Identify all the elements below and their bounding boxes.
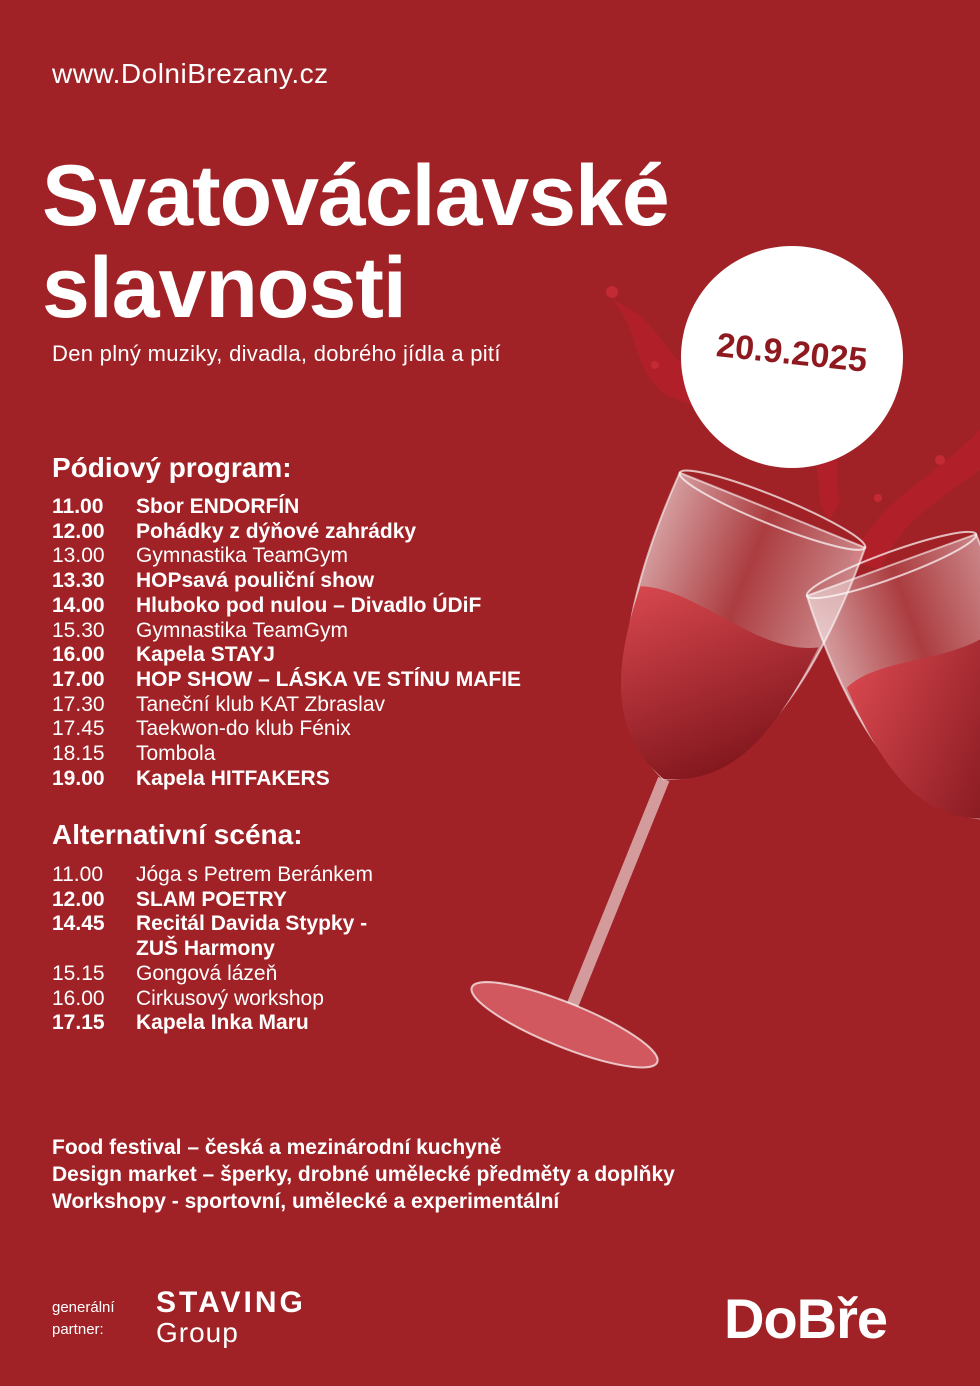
program-item [52,863,373,888]
partner-label-line-2: partner: [52,1321,104,1338]
program-time: 15.30 [52,618,105,642]
date-badge [681,246,903,468]
program-item [52,693,521,718]
subtitle: Den plný muziky, divadla, dobrého jídla a pití [52,341,501,366]
website-link[interactable]: www.DolniBrezany.cz [52,58,329,89]
program-name: Kapela Inka Maru [136,1011,309,1035]
program-item [52,619,521,644]
program-item [52,1011,373,1036]
program-time: 18.15 [52,742,105,766]
staving-logo-line-1: STAVING [156,1286,306,1319]
info-item: Design market – šperky, drobné umělecké předměty a doplňky [52,1163,675,1186]
program-name: Gymnastika TeamGym [136,618,348,642]
program-time: 19.00 [52,766,105,790]
program-time: 13.30 [52,569,105,593]
program-item [52,987,373,1012]
program-name: Gongová lázeň [136,961,278,985]
program-item [52,495,521,520]
program-name: Gymnastika TeamGym [136,544,348,568]
podium-program-list [52,495,521,791]
program-name: Kapela HITFAKERS [136,766,330,790]
program-item [52,767,521,792]
program-name: Sbor ENDORFÍN [136,495,300,518]
program-time: 11.00 [52,863,103,886]
program-name: Cirkusový workshop [136,986,324,1010]
program-item [52,742,521,767]
program-name: Taneční klub KAT Zbraslav [136,692,386,716]
staving-logo-line-2: Group [156,1317,239,1348]
info-list [52,1134,675,1215]
staving-logo [156,1288,306,1348]
program-name: Recitál Davida Stypky - ZUŠ Harmony [136,912,368,961]
dobre-logo: DoBře [724,1287,888,1350]
program-time: 12.00 [52,519,105,543]
program-item [52,962,373,987]
program-time: 14.45 [52,912,105,936]
program-item [52,912,373,961]
program-time: 14.00 [52,593,105,617]
program-item [52,544,521,569]
program-item [52,520,521,545]
title-line-1: Svatováclavské [42,148,669,244]
event-date: 20.9.2025 [714,325,870,380]
program-name: Jóga s Petrem Beránkem [136,863,373,886]
program-item [52,594,521,619]
program-time: 16.00 [52,986,105,1010]
partner-label-line-1: generální [52,1299,115,1316]
info-item: Workshopy - sportovní, umělecké a experimentální [52,1190,560,1213]
program-item [52,717,521,742]
program-name: Kapela STAYJ [136,643,275,667]
program-name: Tombola [136,742,216,766]
program-item [52,888,373,913]
alternative-heading: Alternativní scéna: [52,819,303,850]
program-time: 17.00 [52,667,105,691]
program-name: Pohádky z dýňové zahrádky [136,519,417,543]
podium-heading: Pódiový program: [52,452,292,483]
program-item [52,643,521,668]
program-time: 12.00 [52,887,105,911]
program-name: Taekwon-do klub Fénix [136,717,351,741]
program-time: 13.00 [52,544,105,568]
program-name: SLAM POETRY [136,887,287,911]
program-item [52,668,521,693]
program-item [52,569,521,594]
program-time: 16.00 [52,643,105,667]
program-time: 17.45 [52,717,105,741]
program-name: HOP SHOW – LÁSKA VE STÍNU MAFIE [136,667,522,691]
info-item: Food festival – česká a mezinárodní kuchyně [52,1136,502,1159]
page-title [42,150,669,334]
program-time: 15.15 [52,961,105,985]
title-line-2: slavnosti [42,240,406,336]
program-time: 11.00 [52,495,104,518]
partner-label [52,1297,115,1341]
program-name: HOPsavá pouliční show [136,569,375,593]
program-name: Hluboko pod nulou – Divadlo ÚDiF [136,593,482,617]
program-time: 17.15 [52,1011,105,1035]
alternative-program-list [52,863,373,1036]
program-time: 17.30 [52,692,105,716]
